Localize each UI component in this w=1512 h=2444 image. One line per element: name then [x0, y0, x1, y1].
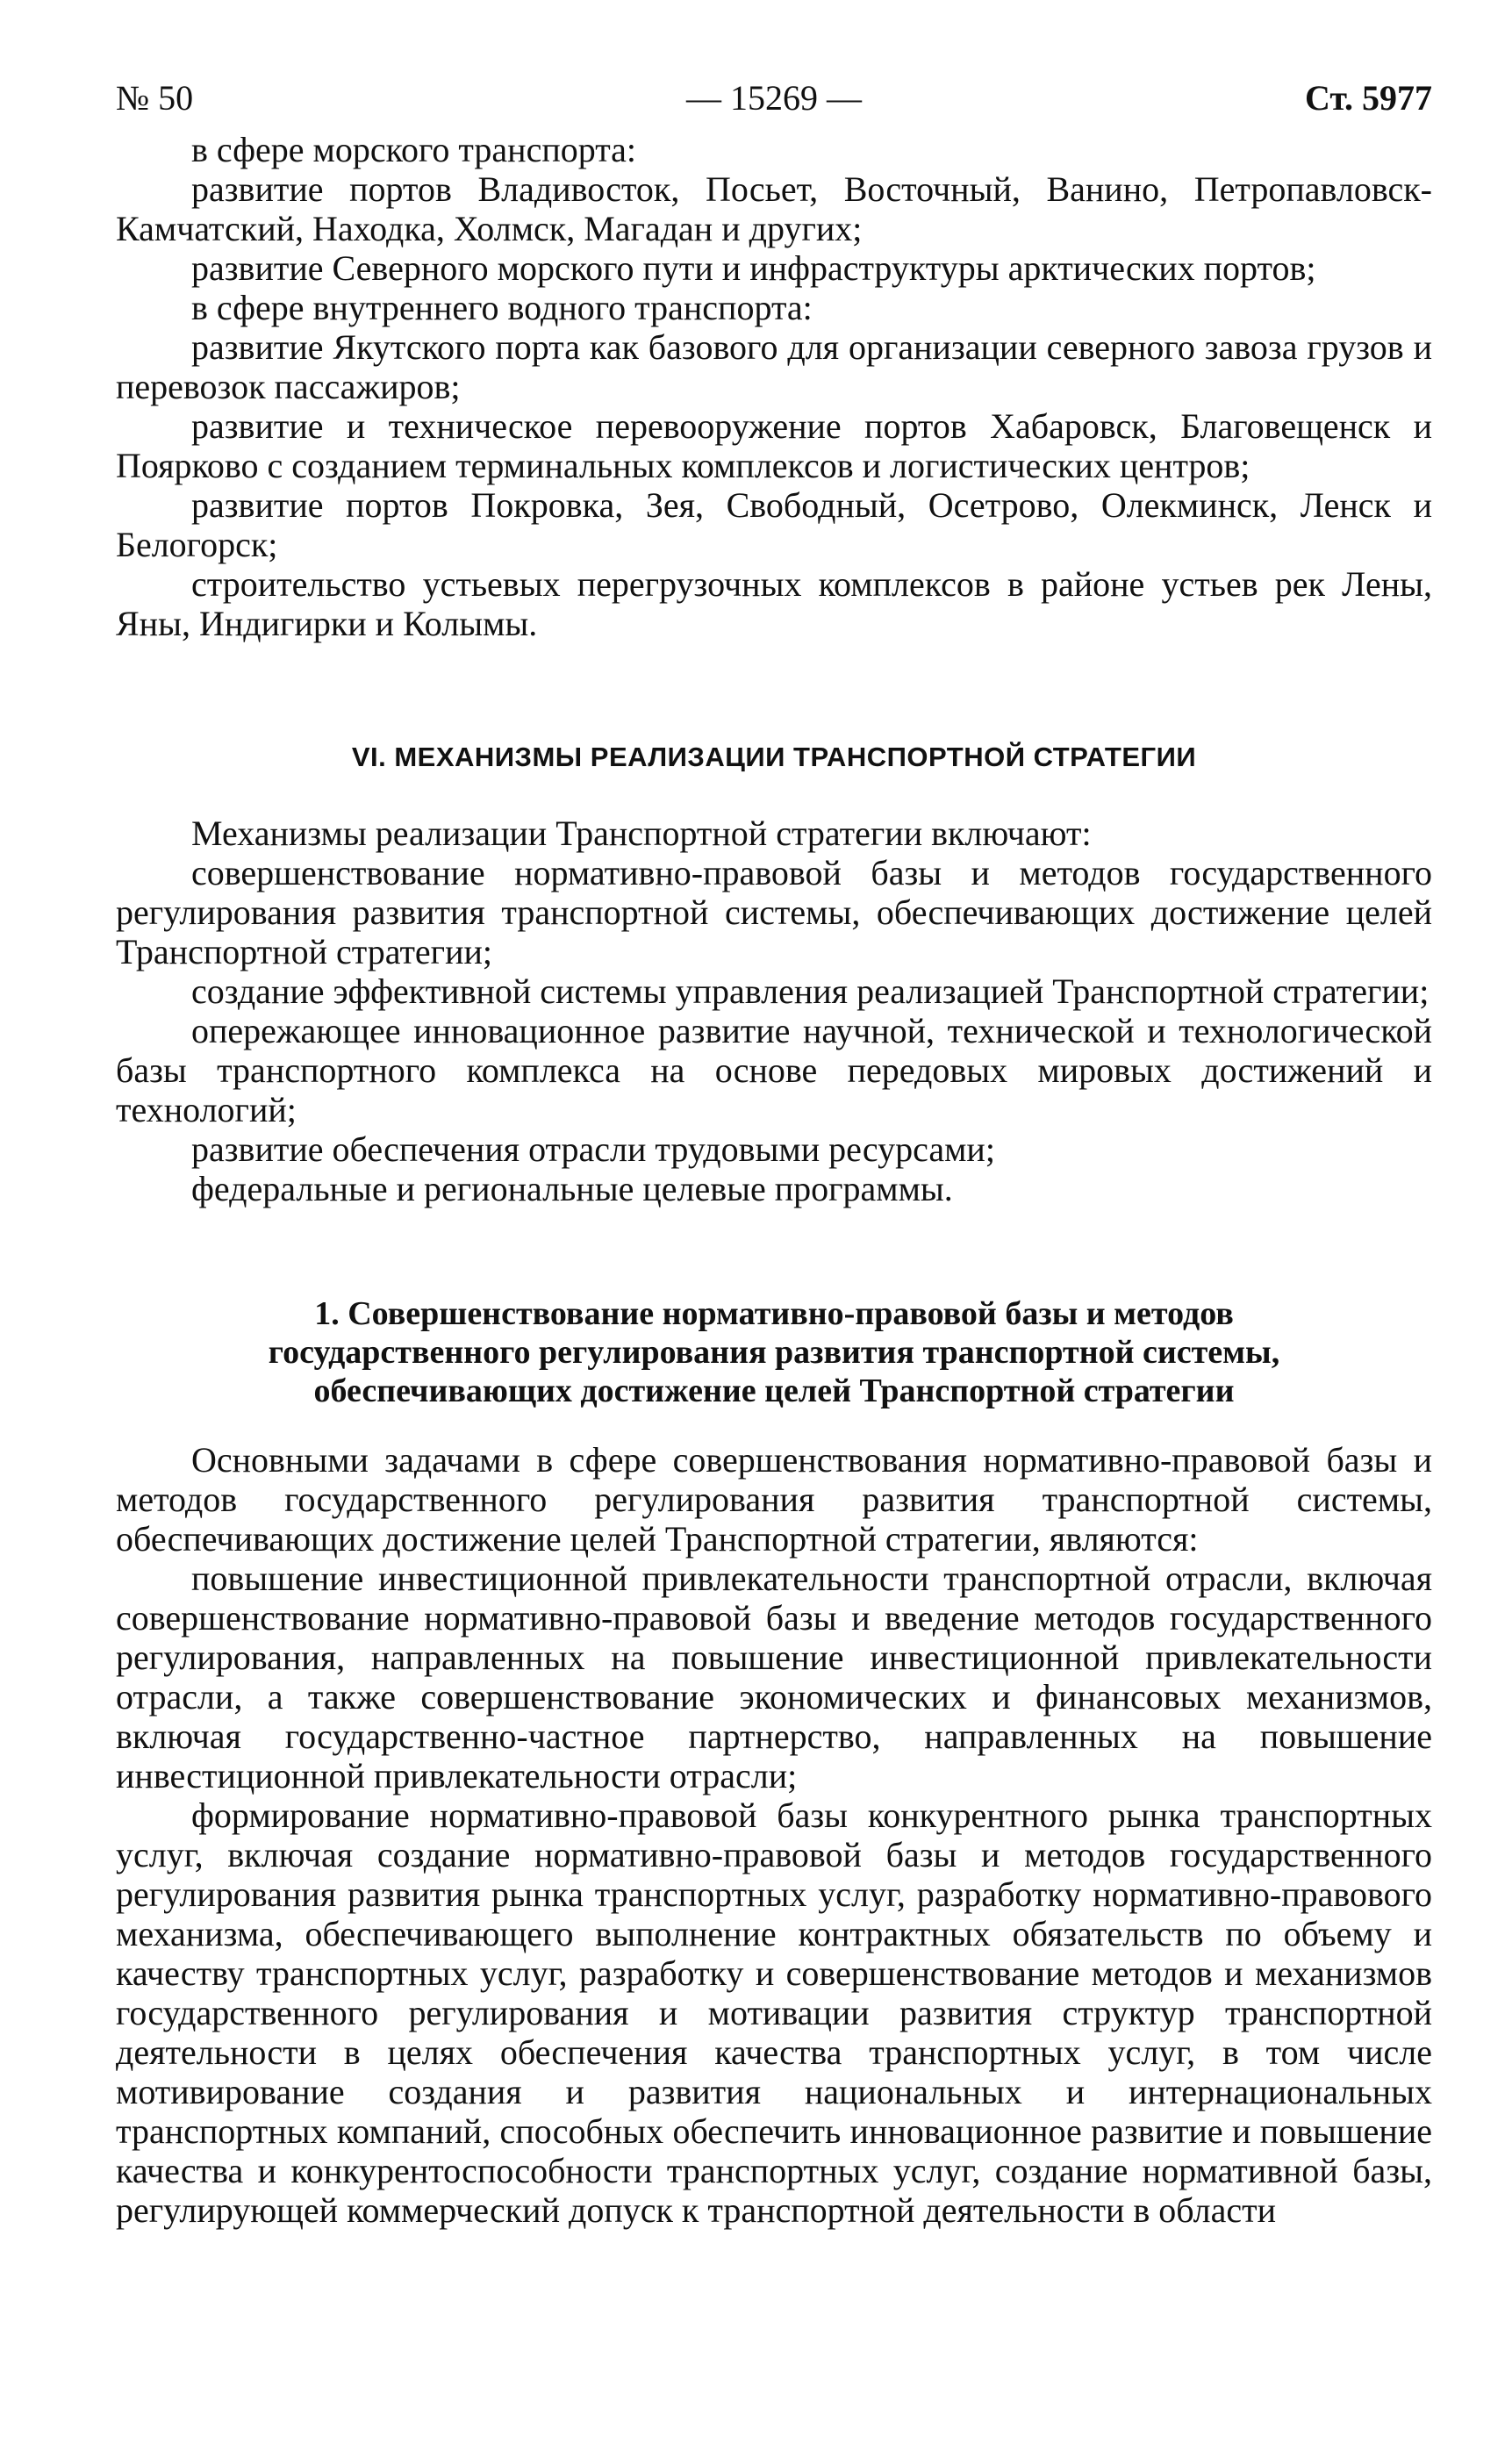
subsection-title-line: государственного регулирования развития транспортной системы,: [268, 1334, 1280, 1371]
subsection-title: [116, 1294, 1432, 1410]
subsection-title-line: обеспечивающих достижение целей Транспортной стратегии: [313, 1373, 1235, 1409]
paragraph: Основными задачами в сфере совершенствования нормативно-правовой базы и методов государственного регулирования развития транспортной системы, обеспечивающих достижение целей Транспортной стратегии, являются:: [116, 1440, 1432, 1559]
ports-list: [116, 130, 1432, 643]
paragraph: формирование нормативно-правовой базы конкурентного рынка транспортных услуг, включая создание нормативно-правовой базы и методов государственного регулирования развития рынка транспортных услуг, разработку нормативно-правового механизма, обеспечивающего выполнение контрактных обязательств по объему и качеству транспортных услуг, разработку и совершенствование методов и механизмов государственного регулирования и мотивации развития структур транспортной деятельности в целях обеспечения качества транспортных услуг, в том числе мотивирование создания и развития национальных и интернациональных транспортных компаний, способных обеспечить инновационное развитие и повышение качества и конкурентоспособности транспортных услуг, создание нормативной базы, регулирующей коммерческий допуск к транспортной деятельности в области: [116, 1795, 1432, 2230]
list-item: развитие и техническое перевооружение портов Хабаровск, Благовещенск и Поярково с созданием терминальных комплексов и логистических центров;: [116, 406, 1432, 485]
article-number: Ст. 5977: [1305, 78, 1432, 118]
list-item: строительство устьевых перегрузочных комплексов в районе устьев рек Лены, Яны, Индигирки и Колымы.: [116, 564, 1432, 643]
list-item: развитие Якутского порта как базового для организации северного завоза грузов и перевозок пассажиров;: [116, 327, 1432, 406]
subsection-title-line: 1. Совершенствование нормативно-правовой базы и методов: [314, 1295, 1234, 1332]
paragraph: создание эффективной системы управления реализацией Транспортной стратегии;: [191, 971, 1430, 1011]
paragraph: федеральные и региональные целевые программы.: [191, 1169, 953, 1208]
list-item: в сфере внутреннего водного транспорта:: [191, 288, 813, 327]
list-item: развитие портов Покровка, Зея, Свободный, Осетрово, Олекминск, Ленск и Белогорск;: [116, 485, 1432, 564]
paragraph: опережающее инновационное развитие научной, технической и технологической базы транспортного комплекса на основе передовых мировых достижений и технологий;: [116, 1011, 1432, 1129]
paragraph: повышение инвестиционной привлекательности транспортной отрасли, включая совершенствование нормативно-правовой базы и введение методов государственного регулирования, направленных на повышение инвестиционной привлекательности отрасли, а также совершенствование экономических и финансовых механизмов, включая государственно-частное партнерство, направленных на повышение инвестиционной привлекательности отрасли;: [116, 1559, 1432, 1795]
subsection-body: [116, 1440, 1432, 2230]
page-number: — 15269 —: [686, 78, 862, 118]
paragraph: Механизмы реализации Транспортной стратегии включают:: [191, 813, 1092, 853]
issue-number: № 50: [116, 78, 194, 118]
document-page: [116, 77, 1432, 2230]
list-item: в сфере морского транспорта:: [191, 130, 637, 169]
paragraph: совершенствование нормативно-правовой базы и методов государственного регулирования развития транспортной системы, обеспечивающих достижение целей Транспортной стратегии;: [116, 853, 1432, 971]
section-body: [116, 813, 1432, 1208]
section-title: VI. МЕХАНИЗМЫ РЕАЛИЗАЦИИ ТРАНСПОРТНОЙ СТРАТЕГИИ: [351, 742, 1197, 772]
list-item: развитие портов Владивосток, Посьет, Восточный, Ванино, Петропавловск-Камчатский, Находка, Холмск, Магадан и других;: [116, 169, 1432, 248]
page-header: [116, 77, 1432, 130]
paragraph: развитие обеспечения отрасли трудовыми ресурсами;: [191, 1129, 995, 1169]
list-item: развитие Северного морского пути и инфраструктуры арктических портов;: [191, 248, 1316, 288]
